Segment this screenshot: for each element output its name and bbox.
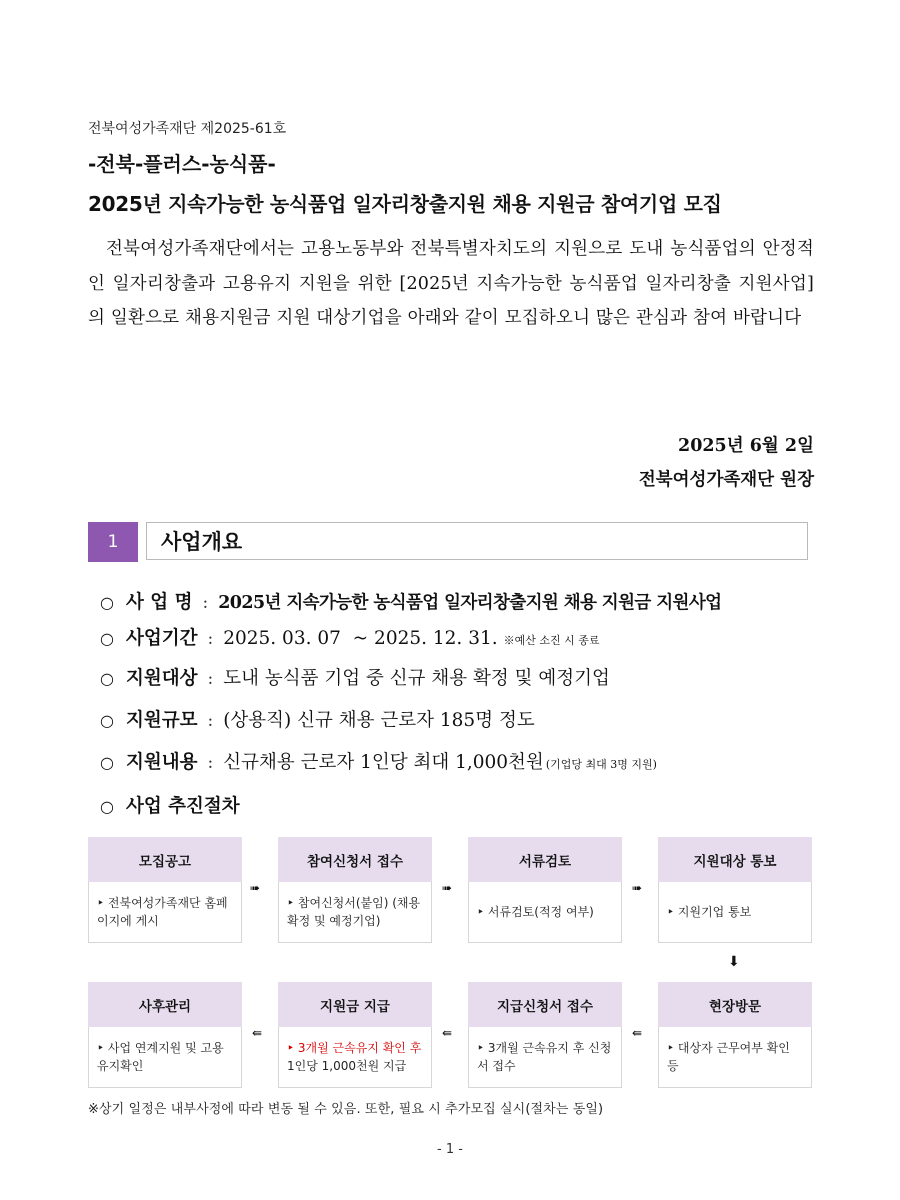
page-number: - 1 - (437, 1142, 463, 1157)
process-step-site-visit (658, 982, 812, 1088)
process-step-notification (658, 837, 812, 943)
bullet-icon: ○ (100, 711, 114, 730)
announcement-body: 전북여성가족재단에서는 고용노동부와 전북특별자치도의 지원으로 도내 농식품업의 안정적인 일자리창출과 고용유지 지원을 위한 [2025년 지속가능한 농식품업 일자리창출 지원사업]의 일환으로 채용지원금 지원 대상기업을 아래와 같이 모집하오니 많은 관심과 참여 바랍니다 (88, 239, 814, 328)
step-title: 지급신청서 접수 (468, 982, 622, 1027)
overview-row-target (100, 664, 610, 690)
step-description: ‣ 대상자 근무여부 확인 등 (658, 1027, 812, 1088)
step-title: 지원대상 통보 (658, 837, 812, 882)
row-key: 사 업 명 (126, 592, 193, 613)
row-colon: : (207, 629, 214, 649)
step-description: ‣ 참여신청서(붙임) (채용 확정 및 예정기업) (278, 882, 432, 943)
step-title: 지원금 지급 (278, 982, 432, 1027)
overview-row-scale (100, 706, 535, 732)
step-title: 사후관리 (88, 982, 242, 1027)
arrow-right-icon: ➠ (442, 881, 450, 895)
arrow-left-icon: ⇚ (252, 1026, 260, 1040)
step-description (278, 1027, 432, 1088)
step-description: ‣ 서류검토(적정 여부) (468, 882, 622, 943)
bullet-icon: ○ (100, 797, 114, 816)
row-value: 2025. 03. 07 ~ 2025. 12. 31. (223, 628, 498, 649)
row-colon: : (202, 593, 209, 613)
arrow-right-icon: ➠ (250, 881, 258, 895)
footnote: ※상기 일정은 내부사정에 따라 변동 될 수 있음. 또한, 필요 시 추가모집 실시(절차는 동일) (88, 1102, 604, 1117)
process-step-aftercare (88, 982, 242, 1088)
row-value: 2025년 지속가능한 농식품업 일자리창출지원 채용 지원금 지원사업 (218, 593, 722, 613)
row-value: 신규채용 근로자 1인당 최대 1,000천원 (223, 752, 544, 773)
row-note: ※예산 소진 시 종료 (503, 634, 600, 647)
process-step-payment (278, 982, 432, 1088)
process-step-application (278, 837, 432, 943)
arrow-left-icon: ⇚ (632, 1026, 640, 1040)
step-title: 참여신청서 접수 (278, 837, 432, 882)
step-description: ‣ 전북여성가족재단 홈페이지에 게시 (88, 882, 242, 943)
bullet-icon: ○ (100, 629, 114, 648)
row-key: 지원대상 (126, 668, 198, 689)
row-colon: : (207, 711, 214, 731)
step-description: ‣ 3개월 근속유지 후 신청서 접수 (468, 1027, 622, 1088)
step-title: 모집공고 (88, 837, 242, 882)
step-title: 현장방문 (658, 982, 812, 1027)
process-step-review (468, 837, 622, 943)
step-description-text: 1인당 1,000천원 지급 (287, 1059, 407, 1073)
process-step-payment-application (468, 982, 622, 1088)
overview-row-period (100, 624, 600, 650)
program-name: -전북-플러스-농식품- (88, 152, 276, 176)
document-number: 전북여성가족재단 제2025-61호 (88, 121, 287, 137)
overview-row-process (100, 792, 250, 818)
row-key: 지원규모 (126, 710, 198, 731)
row-key: 사업기간 (126, 628, 198, 649)
row-key: 지원내용 (126, 752, 198, 773)
bullet-icon: ○ (100, 593, 114, 612)
step-title: 서류검토 (468, 837, 622, 882)
row-colon: : (207, 753, 214, 773)
section-title: 사업개요 (146, 522, 808, 560)
row-colon: : (207, 669, 214, 689)
row-note: (기업당 최대 3명 지원) (545, 758, 657, 771)
section-number-badge: 1 (88, 522, 138, 562)
bullet-icon: ○ (100, 753, 114, 772)
bullet-icon: ○ (100, 669, 114, 688)
step-description: ‣ 사업 연계지원 및 고용유지확인 (88, 1027, 242, 1088)
announcement-date: 2025년 6월 2일 (678, 436, 814, 456)
arrow-right-icon: ➠ (632, 881, 640, 895)
overview-row-name (100, 588, 721, 614)
step-description-highlight: ‣ 3개월 근속유지 확인 후 (287, 1041, 422, 1055)
arrow-down-icon: ⬇ (728, 954, 737, 970)
arrow-left-icon: ⇚ (442, 1026, 450, 1040)
page-title: 2025년 지속가능한 농식품업 일자리창출지원 채용 지원금 참여기업 모집 (88, 192, 722, 216)
row-key: 사업 추진절차 (126, 796, 240, 817)
row-value: 도내 농식품 기업 중 신규 채용 확정 및 예정기업 (223, 668, 610, 689)
issuer: 전북여성가족재단 원장 (638, 470, 814, 490)
step-description: ‣ 지원기업 통보 (658, 882, 812, 943)
process-step-recruitment (88, 837, 242, 943)
row-value: (상용직) 신규 채용 근로자 185명 정도 (223, 710, 535, 731)
overview-row-content (100, 748, 657, 774)
